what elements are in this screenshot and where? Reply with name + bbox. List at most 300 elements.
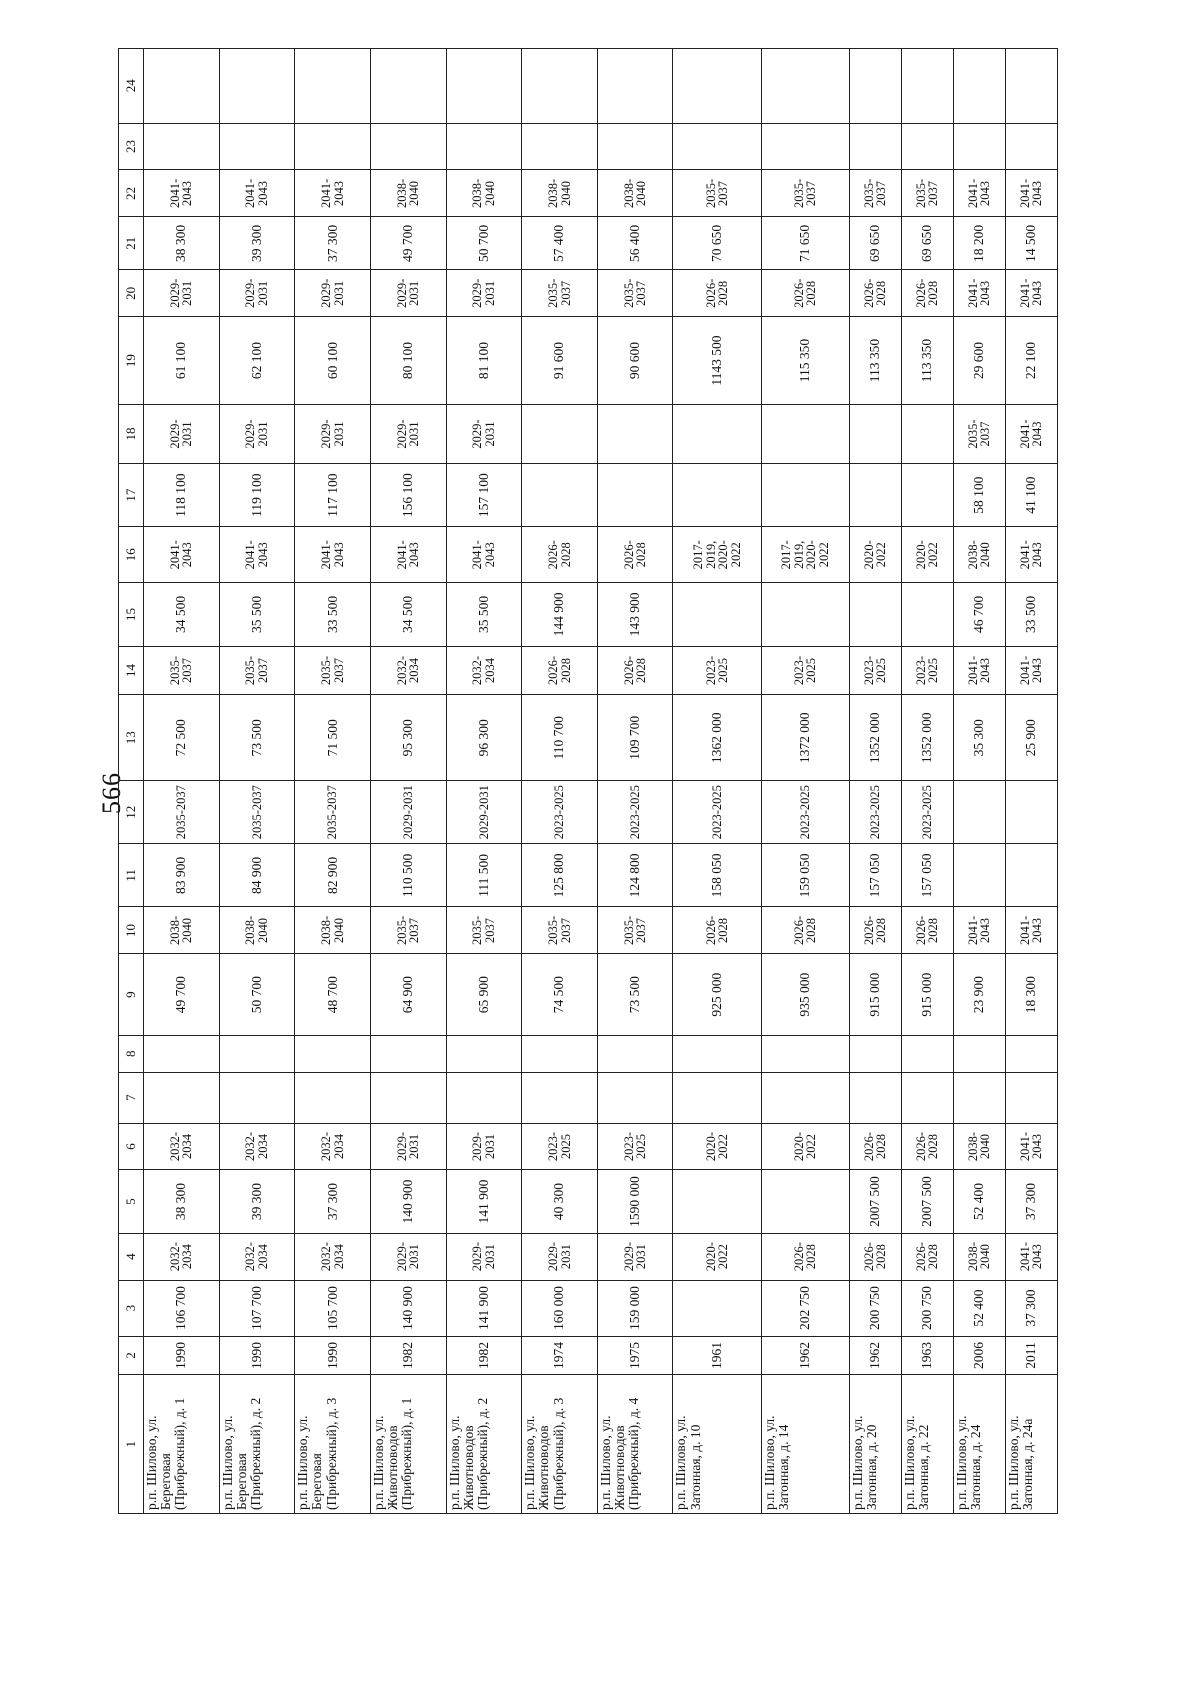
period-cell: 2038-2040 — [597, 170, 673, 217]
period-cell: 2029-2031 — [144, 404, 220, 463]
column-number: 17 — [119, 464, 144, 527]
period-cell — [522, 404, 598, 463]
value-cell: 82 900 — [295, 844, 371, 907]
value-cell: 34 500 — [144, 583, 220, 646]
value-cell: 69 650 — [849, 217, 901, 270]
column-number: 16 — [119, 527, 144, 583]
value-cell — [953, 1072, 1005, 1123]
value-cell: 1372 000 — [761, 695, 849, 781]
period-cell: 2026-2028 — [901, 907, 953, 954]
period-cell: 2026-2028 — [849, 1233, 901, 1280]
period-cell: 2032-2034 — [446, 646, 522, 695]
address-cell: р.п. Шилово, ул. Животноводов (Прибрежный), д. 1 — [370, 1375, 446, 1514]
value-cell — [849, 464, 901, 527]
period-cell: 2026-2028 — [761, 1233, 849, 1280]
period-cell: 2035-2037 — [370, 907, 446, 954]
period-cell: 2041-2043 — [1005, 1123, 1057, 1170]
value-cell: 157 100 — [446, 464, 522, 527]
value-cell: 1143 500 — [673, 317, 761, 405]
value-cell: 84 900 — [219, 844, 295, 907]
value-cell — [761, 1170, 849, 1233]
value-cell — [953, 1035, 1005, 1072]
period-cell: 2032-2034 — [295, 1123, 371, 1170]
value-cell: 935 000 — [761, 954, 849, 1036]
value-cell: 83 900 — [144, 844, 220, 907]
period-cell: 2029-2031 — [597, 1233, 673, 1280]
value-cell: 71 650 — [761, 217, 849, 270]
period-cell: 2032-2034 — [295, 1233, 371, 1280]
table-row — [761, 49, 849, 1514]
column-number: 19 — [119, 317, 144, 405]
period-cell: 2035-2037 — [901, 170, 953, 217]
value-cell — [849, 1035, 901, 1072]
period-cell: 2038-2040 — [522, 170, 598, 217]
column-number: 21 — [119, 217, 144, 270]
period-cell: 2029-2031 — [446, 1233, 522, 1280]
column-number: 11 — [119, 844, 144, 907]
address-cell: р.п. Шилово, ул. Затонная, д. 24 — [953, 1375, 1005, 1514]
value-cell: 90 600 — [597, 317, 673, 405]
address-cell: р.п. Шилово, ул. Затонная, д. 20 — [849, 1375, 901, 1514]
value-cell: 62 100 — [219, 317, 295, 405]
value-cell: 140 900 — [370, 1280, 446, 1336]
period-cell: 2029-2031 — [144, 270, 220, 317]
value-cell: 80 100 — [370, 317, 446, 405]
period-cell: 2026-2028 — [597, 646, 673, 695]
column-number: 23 — [119, 123, 144, 170]
value-cell — [673, 464, 761, 527]
value-cell — [849, 49, 901, 124]
value-cell: 160 000 — [522, 1280, 598, 1336]
period-cell: 2041-2043 — [219, 527, 295, 583]
table-row — [144, 49, 220, 1514]
column-number: 4 — [119, 1233, 144, 1280]
table-row — [295, 49, 371, 1514]
value-cell: 111 500 — [446, 844, 522, 907]
period-cell: 2026-2028 — [849, 907, 901, 954]
period-cell: 2038-2040 — [295, 907, 371, 954]
value-cell — [522, 49, 598, 124]
value-cell — [901, 1072, 953, 1123]
period-cell: 2026-2028 — [761, 270, 849, 317]
value-cell — [673, 1280, 761, 1336]
value-cell: 56 400 — [597, 217, 673, 270]
period-cell: 2035-2037 — [597, 907, 673, 954]
value-cell: 69 650 — [901, 217, 953, 270]
table-row — [370, 49, 446, 1514]
period-cell: 2041-2043 — [1005, 646, 1057, 695]
address-cell: р.п. Шилово, ул. Береговая (Прибрежный), д. 3 — [295, 1375, 371, 1514]
value-cell — [673, 1170, 761, 1233]
table-row — [901, 49, 953, 1514]
value-cell — [295, 1035, 371, 1072]
value-cell: 1975 — [597, 1336, 673, 1375]
value-cell — [673, 1072, 761, 1123]
table-row — [1005, 49, 1057, 1514]
value-cell: 1982 — [370, 1336, 446, 1375]
period-cell: 2035-2037 — [953, 404, 1005, 463]
value-cell: 124 800 — [597, 844, 673, 907]
value-cell — [1005, 49, 1057, 124]
value-cell: 37 300 — [295, 1170, 371, 1233]
value-cell: 1961 — [673, 1336, 761, 1375]
period-cell: 2032-2034 — [219, 1123, 295, 1170]
value-cell: 202 750 — [761, 1280, 849, 1336]
value-cell — [597, 1072, 673, 1123]
period-cell: 2029-2031 — [370, 781, 446, 844]
value-cell — [370, 1035, 446, 1072]
period-cell: 2032-2034 — [144, 1123, 220, 1170]
period-cell: 2026-2028 — [597, 527, 673, 583]
value-cell: 37 300 — [1005, 1280, 1057, 1336]
period-cell — [953, 781, 1005, 844]
column-number: 1 — [119, 1375, 144, 1514]
value-cell: 71 500 — [295, 695, 371, 781]
value-cell: 38 300 — [144, 217, 220, 270]
value-cell: 1990 — [295, 1336, 371, 1375]
period-cell: 2035-2037 — [522, 907, 598, 954]
value-cell: 39 300 — [219, 1170, 295, 1233]
value-cell: 74 500 — [522, 954, 598, 1036]
period-cell: 2023-2025 — [597, 781, 673, 844]
value-cell: 2011 — [1005, 1336, 1057, 1375]
period-cell: 2029-2031 — [219, 270, 295, 317]
rotated-table-wrapper — [118, 48, 1058, 1514]
period-cell: 2029-2031 — [370, 404, 446, 463]
period-cell: 2017-2019, 2020-2022 — [673, 527, 761, 583]
period-cell: 2026-2028 — [673, 270, 761, 317]
value-cell: 157 050 — [901, 844, 953, 907]
value-cell — [370, 1072, 446, 1123]
column-number: 14 — [119, 646, 144, 695]
value-cell — [295, 1072, 371, 1123]
period-cell: 2023-2025 — [761, 646, 849, 695]
period-cell: 2035-2037 — [219, 646, 295, 695]
value-cell: 925 000 — [673, 954, 761, 1036]
value-cell: 38 300 — [144, 1170, 220, 1233]
value-cell: 37 300 — [1005, 1170, 1057, 1233]
value-cell: 57 400 — [522, 217, 598, 270]
value-cell: 73 500 — [219, 695, 295, 781]
value-cell: 158 050 — [673, 844, 761, 907]
column-number: 5 — [119, 1170, 144, 1233]
value-cell: 2007 500 — [849, 1170, 901, 1233]
value-cell: 119 100 — [219, 464, 295, 527]
value-cell: 106 700 — [144, 1280, 220, 1336]
column-number: 10 — [119, 907, 144, 954]
period-cell: 2023-2025 — [849, 781, 901, 844]
value-cell: 1590 000 — [597, 1170, 673, 1233]
value-cell: 110 700 — [522, 695, 598, 781]
value-cell: 1974 — [522, 1336, 598, 1375]
period-cell: 2026-2028 — [761, 907, 849, 954]
value-cell — [761, 49, 849, 124]
period-cell: 2026-2028 — [901, 1233, 953, 1280]
period-cell: 2041-2043 — [1005, 527, 1057, 583]
value-cell — [597, 123, 673, 170]
value-cell: 23 900 — [953, 954, 1005, 1036]
value-cell — [1005, 844, 1057, 907]
column-number: 7 — [119, 1072, 144, 1123]
table-row — [849, 49, 901, 1514]
period-cell: 2038-2040 — [953, 527, 1005, 583]
value-cell: 65 900 — [446, 954, 522, 1036]
period-cell: 2035-2037 — [295, 646, 371, 695]
value-cell — [673, 1035, 761, 1072]
value-cell — [1005, 1072, 1057, 1123]
table-row — [446, 49, 522, 1514]
period-cell: 2035-2037 — [761, 170, 849, 217]
period-cell: 2035-2037 — [219, 781, 295, 844]
value-cell: 2006 — [953, 1336, 1005, 1375]
period-cell: 2026-2028 — [901, 270, 953, 317]
period-cell: 2035-2037 — [446, 907, 522, 954]
period-cell: 2026-2028 — [849, 1123, 901, 1170]
address-cell: р.п. Шилово, ул. Животноводов (Прибрежный), д. 2 — [446, 1375, 522, 1514]
period-cell: 2041-2043 — [953, 270, 1005, 317]
value-cell: 50 700 — [446, 217, 522, 270]
period-cell: 2023-2025 — [522, 1123, 598, 1170]
period-cell: 2017-2019, 2020-2022 — [761, 527, 849, 583]
table-row — [673, 49, 761, 1514]
value-cell: 29 600 — [953, 317, 1005, 405]
value-cell — [219, 123, 295, 170]
value-cell — [761, 1035, 849, 1072]
value-cell — [673, 583, 761, 646]
period-cell: 2023-2025 — [901, 781, 953, 844]
value-cell — [849, 123, 901, 170]
period-cell: 2032-2034 — [370, 646, 446, 695]
value-cell: 915 000 — [849, 954, 901, 1036]
period-cell: 2020-2022 — [761, 1123, 849, 1170]
value-cell — [219, 1072, 295, 1123]
value-cell: 14 500 — [1005, 217, 1057, 270]
value-cell: 159 050 — [761, 844, 849, 907]
value-cell — [522, 123, 598, 170]
table-row — [522, 49, 598, 1514]
value-cell: 25 900 — [1005, 695, 1057, 781]
value-cell: 156 100 — [370, 464, 446, 527]
value-cell — [953, 123, 1005, 170]
address-cell: р.п. Шилово, ул. Животноводов (Прибрежный), д. 4 — [597, 1375, 673, 1514]
period-cell: 2026-2028 — [849, 270, 901, 317]
value-cell: 107 700 — [219, 1280, 295, 1336]
value-cell — [901, 583, 953, 646]
column-number: 15 — [119, 583, 144, 646]
value-cell: 1962 — [761, 1336, 849, 1375]
period-cell: 2038-2040 — [953, 1233, 1005, 1280]
period-cell: 2041-2043 — [953, 170, 1005, 217]
value-cell — [597, 1035, 673, 1072]
value-cell: 33 500 — [1005, 583, 1057, 646]
table-row — [953, 49, 1005, 1514]
value-cell — [144, 49, 220, 124]
value-cell: 159 000 — [597, 1280, 673, 1336]
value-cell: 113 350 — [901, 317, 953, 405]
value-cell: 64 900 — [370, 954, 446, 1036]
value-cell — [295, 49, 371, 124]
value-cell — [597, 464, 673, 527]
value-cell — [1005, 123, 1057, 170]
value-cell: 105 700 — [295, 1280, 371, 1336]
period-cell: 2029-2031 — [446, 404, 522, 463]
value-cell — [522, 1072, 598, 1123]
period-cell: 2041-2043 — [1005, 170, 1057, 217]
period-cell: 2035-2037 — [295, 781, 371, 844]
value-cell: 52 400 — [953, 1170, 1005, 1233]
period-cell: 2029-2031 — [446, 781, 522, 844]
column-number: 9 — [119, 954, 144, 1036]
address-cell: р.п. Шилово, ул. Затонная, д. 10 — [673, 1375, 761, 1514]
value-cell: 1990 — [219, 1336, 295, 1375]
period-cell: 2029-2031 — [446, 1123, 522, 1170]
value-cell: 1362 000 — [673, 695, 761, 781]
value-cell — [849, 1072, 901, 1123]
period-cell: 2038-2040 — [953, 1123, 1005, 1170]
period-cell: 2041-2043 — [446, 527, 522, 583]
column-number: 13 — [119, 695, 144, 781]
page-number: 566 — [97, 772, 126, 814]
value-cell: 110 500 — [370, 844, 446, 907]
period-cell — [761, 404, 849, 463]
value-cell — [522, 1035, 598, 1072]
period-cell: 2029-2031 — [446, 270, 522, 317]
period-cell: 2038-2040 — [144, 907, 220, 954]
address-cell: р.п. Шилово, ул. Береговая (Прибрежный), д. 2 — [219, 1375, 295, 1514]
value-cell: 35 500 — [446, 583, 522, 646]
address-cell: р.п. Шилово, ул. Животноводов (Прибрежный), д. 3 — [522, 1375, 598, 1514]
value-cell — [1005, 1035, 1057, 1072]
period-cell: 2041-2043 — [144, 170, 220, 217]
value-cell: 61 100 — [144, 317, 220, 405]
value-cell: 52 400 — [953, 1280, 1005, 1336]
period-cell — [849, 404, 901, 463]
value-cell — [295, 123, 371, 170]
value-cell: 91 600 — [522, 317, 598, 405]
column-number: 3 — [119, 1280, 144, 1336]
period-cell: 2041-2043 — [370, 527, 446, 583]
table-row — [219, 49, 295, 1514]
value-cell: 50 700 — [219, 954, 295, 1036]
value-cell: 141 900 — [446, 1170, 522, 1233]
address-cell: р.п. Шилово, ул. Затонная, д. 22 — [901, 1375, 953, 1514]
value-cell — [446, 49, 522, 124]
value-cell: 22 100 — [1005, 317, 1057, 405]
value-cell — [901, 49, 953, 124]
period-cell: 2035-2037 — [144, 781, 220, 844]
column-number: 8 — [119, 1035, 144, 1072]
value-cell: 18 200 — [953, 217, 1005, 270]
period-cell: 2026-2028 — [522, 527, 598, 583]
period-cell — [597, 404, 673, 463]
period-cell: 2023-2025 — [522, 781, 598, 844]
value-cell: 73 500 — [597, 954, 673, 1036]
period-cell: 2041-2043 — [219, 170, 295, 217]
value-cell: 18 300 — [1005, 954, 1057, 1036]
period-cell: 2020-2022 — [673, 1233, 761, 1280]
value-cell: 140 900 — [370, 1170, 446, 1233]
value-cell: 81 100 — [446, 317, 522, 405]
value-cell: 40 300 — [522, 1170, 598, 1233]
period-cell: 2026-2028 — [673, 907, 761, 954]
value-cell: 39 300 — [219, 217, 295, 270]
period-cell: 2035-2037 — [144, 646, 220, 695]
column-number: 22 — [119, 170, 144, 217]
period-cell: 2035-2037 — [522, 270, 598, 317]
value-cell — [901, 464, 953, 527]
value-cell: 60 100 — [295, 317, 371, 405]
period-cell: 2032-2034 — [144, 1233, 220, 1280]
value-cell — [901, 1035, 953, 1072]
value-cell: 95 300 — [370, 695, 446, 781]
value-cell — [849, 583, 901, 646]
value-cell: 200 750 — [901, 1280, 953, 1336]
period-cell: 2041-2043 — [953, 907, 1005, 954]
value-cell — [219, 49, 295, 124]
value-cell: 72 500 — [144, 695, 220, 781]
value-cell — [446, 123, 522, 170]
value-cell: 915 000 — [901, 954, 953, 1036]
period-cell: 2020-2022 — [901, 527, 953, 583]
period-cell: 2038-2040 — [446, 170, 522, 217]
value-cell — [219, 1035, 295, 1072]
period-cell: 2032-2034 — [219, 1233, 295, 1280]
period-cell: 2020-2022 — [849, 527, 901, 583]
value-cell: 113 350 — [849, 317, 901, 405]
value-cell: 35 300 — [953, 695, 1005, 781]
column-number: 20 — [119, 270, 144, 317]
value-cell — [522, 464, 598, 527]
value-cell: 1352 000 — [849, 695, 901, 781]
period-cell: 2029-2031 — [370, 1123, 446, 1170]
value-cell: 115 350 — [761, 317, 849, 405]
period-cell: 2023-2025 — [597, 1123, 673, 1170]
value-cell: 144 900 — [522, 583, 598, 646]
value-cell: 117 100 — [295, 464, 371, 527]
value-cell: 141 900 — [446, 1280, 522, 1336]
period-cell: 2023-2025 — [901, 646, 953, 695]
period-cell: 2020-2022 — [673, 1123, 761, 1170]
value-cell — [761, 1072, 849, 1123]
column-number: 2 — [119, 1336, 144, 1375]
value-cell: 125 800 — [522, 844, 598, 907]
period-cell — [673, 404, 761, 463]
period-cell: 2029-2031 — [219, 404, 295, 463]
value-cell — [144, 1035, 220, 1072]
value-cell: 96 300 — [446, 695, 522, 781]
value-cell — [144, 1072, 220, 1123]
period-cell: 2041-2043 — [295, 170, 371, 217]
period-cell: 2023-2025 — [673, 781, 761, 844]
period-cell: 2023-2025 — [761, 781, 849, 844]
value-cell: 1990 — [144, 1336, 220, 1375]
period-cell: 2038-2040 — [370, 170, 446, 217]
value-cell: 1352 000 — [901, 695, 953, 781]
value-cell: 49 700 — [144, 954, 220, 1036]
value-cell: 118 100 — [144, 464, 220, 527]
period-cell: 2035-2037 — [849, 170, 901, 217]
value-cell — [953, 49, 1005, 124]
period-cell: 2041-2043 — [1005, 270, 1057, 317]
value-cell: 70 650 — [673, 217, 761, 270]
column-number: 24 — [119, 49, 144, 124]
period-cell — [1005, 781, 1057, 844]
value-cell — [144, 123, 220, 170]
period-cell: 2023-2025 — [849, 646, 901, 695]
period-cell: 2041-2043 — [1005, 404, 1057, 463]
value-cell — [446, 1035, 522, 1072]
capital-repair-table — [118, 48, 1058, 1514]
